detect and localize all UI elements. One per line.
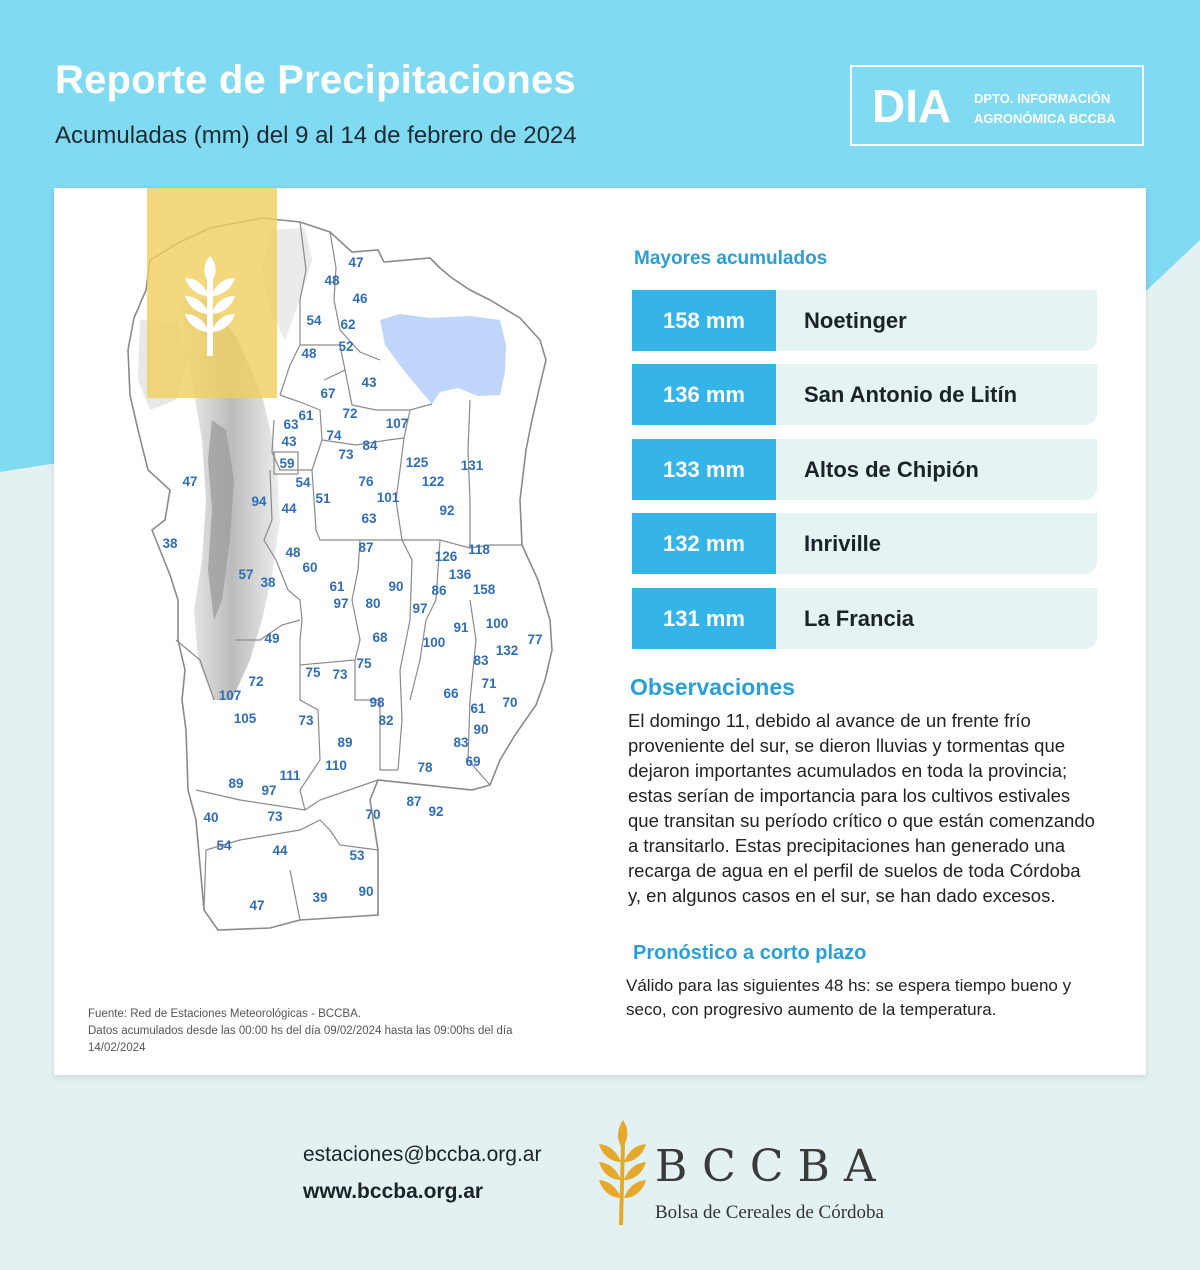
source-line-2: Datos acumulados desde las 00:00 hs del día 09/02/2024 hasta las 09:00hs del día: [88, 1025, 513, 1037]
dia-department-line2: AGRONÓMICA BCCBA: [974, 111, 1116, 126]
station-value: 73: [338, 447, 354, 462]
page-title: Reporte de Precipitaciones: [55, 58, 576, 102]
ranking-place: Inriville: [776, 513, 1097, 574]
wheat-icon: [183, 256, 239, 356]
station-value: 89: [228, 776, 244, 791]
station-value: 86: [431, 583, 447, 598]
station-value: 158: [472, 582, 496, 597]
station-value: 125: [405, 455, 429, 470]
station-value: 53: [349, 848, 365, 863]
ranking-row: [632, 290, 1097, 351]
station-value: 51: [315, 491, 331, 506]
report-card: [54, 188, 1146, 1075]
station-value: 54: [295, 475, 311, 490]
station-value: 87: [358, 540, 374, 555]
station-value: 100: [485, 616, 509, 631]
station-value: 76: [358, 474, 374, 489]
station-value: 84: [362, 438, 378, 453]
forecast-text: Válido para las siguientes 48 hs: se espera tiempo bueno y seco, con progresivo aumento de la temperatura.: [626, 976, 1072, 1019]
station-value: 69: [465, 754, 481, 769]
ranking-value: 136 mm: [632, 364, 776, 425]
station-value: 83: [473, 653, 489, 668]
station-value: 98: [369, 695, 385, 710]
station-value: 100: [422, 635, 446, 650]
station-value: 40: [203, 810, 219, 825]
station-value: 49: [264, 631, 280, 646]
dia-badge: [850, 65, 1144, 146]
bccba-wheat-icon: [596, 1120, 648, 1225]
station-value: 68: [372, 630, 388, 645]
station-value: 48: [285, 545, 301, 560]
website-link[interactable]: www.bccba.org.ar: [303, 1180, 484, 1203]
station-value: 82: [378, 713, 394, 728]
station-value: 97: [261, 783, 277, 798]
station-value: 52: [338, 339, 354, 354]
station-value: 57: [238, 567, 254, 582]
source-line-3: 14/02/2024: [88, 1042, 146, 1054]
station-value: 61: [470, 701, 486, 716]
data-source-note: [88, 1006, 608, 1057]
station-value: 94: [251, 494, 267, 509]
station-value: 70: [365, 807, 381, 822]
station-value: 73: [267, 809, 283, 824]
station-value: 107: [385, 416, 409, 431]
station-value: 62: [340, 317, 356, 332]
ranking-row: [632, 364, 1097, 425]
station-value: 91: [453, 620, 469, 635]
ranking-row: [632, 439, 1097, 500]
station-value: 48: [301, 346, 317, 361]
station-value: 90: [358, 884, 374, 899]
station-value: 73: [298, 713, 314, 728]
station-value: 66: [443, 686, 459, 701]
station-value: 70: [502, 695, 518, 710]
station-value: 90: [473, 722, 489, 737]
station-value: 87: [406, 794, 422, 809]
station-value: 92: [439, 503, 455, 518]
station-value: 122: [421, 474, 445, 489]
ranking-row: [632, 513, 1097, 574]
station-value: 126: [434, 549, 458, 564]
contact-email-link[interactable]: estaciones@bccba.org.ar: [303, 1143, 542, 1166]
ranking-place: Noetinger: [776, 290, 1097, 351]
station-value: 48: [324, 273, 340, 288]
station-value: 72: [248, 674, 264, 689]
station-value: 39: [312, 890, 328, 905]
station-value: 75: [356, 656, 372, 671]
page-subtitle: Acumuladas (mm) del 9 al 14 de febrero de 2024: [55, 122, 577, 149]
station-value: 105: [233, 711, 257, 726]
station-value: 44: [272, 843, 288, 858]
ranking-title: Mayores acumulados: [634, 248, 828, 269]
station-value: 71: [481, 676, 497, 691]
station-value: 47: [348, 255, 364, 270]
bccba-logo-subtitle: Bolsa de Cereales de Córdoba: [655, 1202, 884, 1223]
station-value: 38: [260, 575, 276, 590]
station-value: 90: [388, 579, 404, 594]
station-value: 47: [182, 474, 198, 489]
ranking-value: 158 mm: [632, 290, 776, 351]
station-value: 60: [302, 560, 318, 575]
bccba-logo-name: BCCBA: [655, 1141, 890, 1192]
station-value: 136: [448, 567, 472, 582]
observations-title: Observaciones: [630, 674, 795, 700]
observations-text: El domingo 11, debido al avance de un frente frío proveniente del sur, se dieron lluvias y tormentas que dejaron importantes acumulados en toda la provincia; estas serían de importancia para los cultivos estivales que transitan su período crítico o que están comenzando a transitarlo. Estas precipitaciones han generado una recarga de agua en el perfil de suelos de toda Córdoba y, en algunos casos en el sur, se han dado excesos.: [628, 710, 1095, 906]
station-value: 54: [216, 838, 232, 853]
dia-department: [974, 89, 1134, 129]
station-value: 72: [342, 406, 358, 421]
station-value: 44: [281, 501, 297, 516]
station-value: 78: [417, 760, 433, 775]
station-value: 92: [428, 804, 444, 819]
station-value: 46: [352, 291, 368, 306]
station-value: 111: [279, 768, 301, 783]
station-value: 61: [298, 408, 314, 423]
source-line-1: Fuente: Red de Estaciones Meteorológicas - BCCBA.: [88, 1008, 361, 1020]
dia-word: DIA: [872, 80, 952, 132]
ranking-value: 133 mm: [632, 439, 776, 500]
cordoba-map: [54, 188, 614, 988]
station-value: 54: [306, 313, 322, 328]
ranking-place: Altos de Chipión: [776, 439, 1097, 500]
ranking-value: 131 mm: [632, 588, 776, 649]
station-value: 101: [376, 490, 400, 505]
station-value: 75: [305, 665, 321, 680]
station-value: 97: [412, 601, 428, 616]
station-value: 43: [281, 434, 297, 449]
station-value: 47: [249, 898, 265, 913]
station-value: 89: [337, 735, 353, 750]
station-value: 83: [453, 735, 469, 750]
station-value: 118: [468, 542, 490, 557]
station-value: 73: [332, 667, 348, 682]
station-value: 107: [218, 688, 242, 703]
station-value: 43: [361, 375, 377, 390]
forecast-title: Pronóstico a corto plazo: [633, 942, 867, 964]
station-value: 59: [279, 456, 295, 471]
station-value: 61: [329, 579, 345, 594]
station-value: 74: [326, 428, 342, 443]
station-value: 77: [527, 632, 543, 647]
station-value: 63: [283, 417, 299, 432]
station-value: 38: [162, 536, 178, 551]
station-value: 80: [365, 596, 381, 611]
dia-department-line1: DPTO. INFORMACIÓN: [974, 91, 1111, 106]
station-value: 132: [495, 643, 519, 658]
wheat-tag: [147, 188, 277, 398]
station-value: 67: [320, 386, 336, 401]
station-value: 131: [460, 458, 484, 473]
ranking-place: San Antonio de Litín: [776, 364, 1097, 425]
station-value: 63: [361, 511, 377, 526]
ranking-value: 132 mm: [632, 513, 776, 574]
ranking-row: [632, 588, 1097, 649]
station-value: 110: [325, 758, 347, 773]
station-value: 97: [333, 596, 349, 611]
ranking-place: La Francia: [776, 588, 1097, 649]
